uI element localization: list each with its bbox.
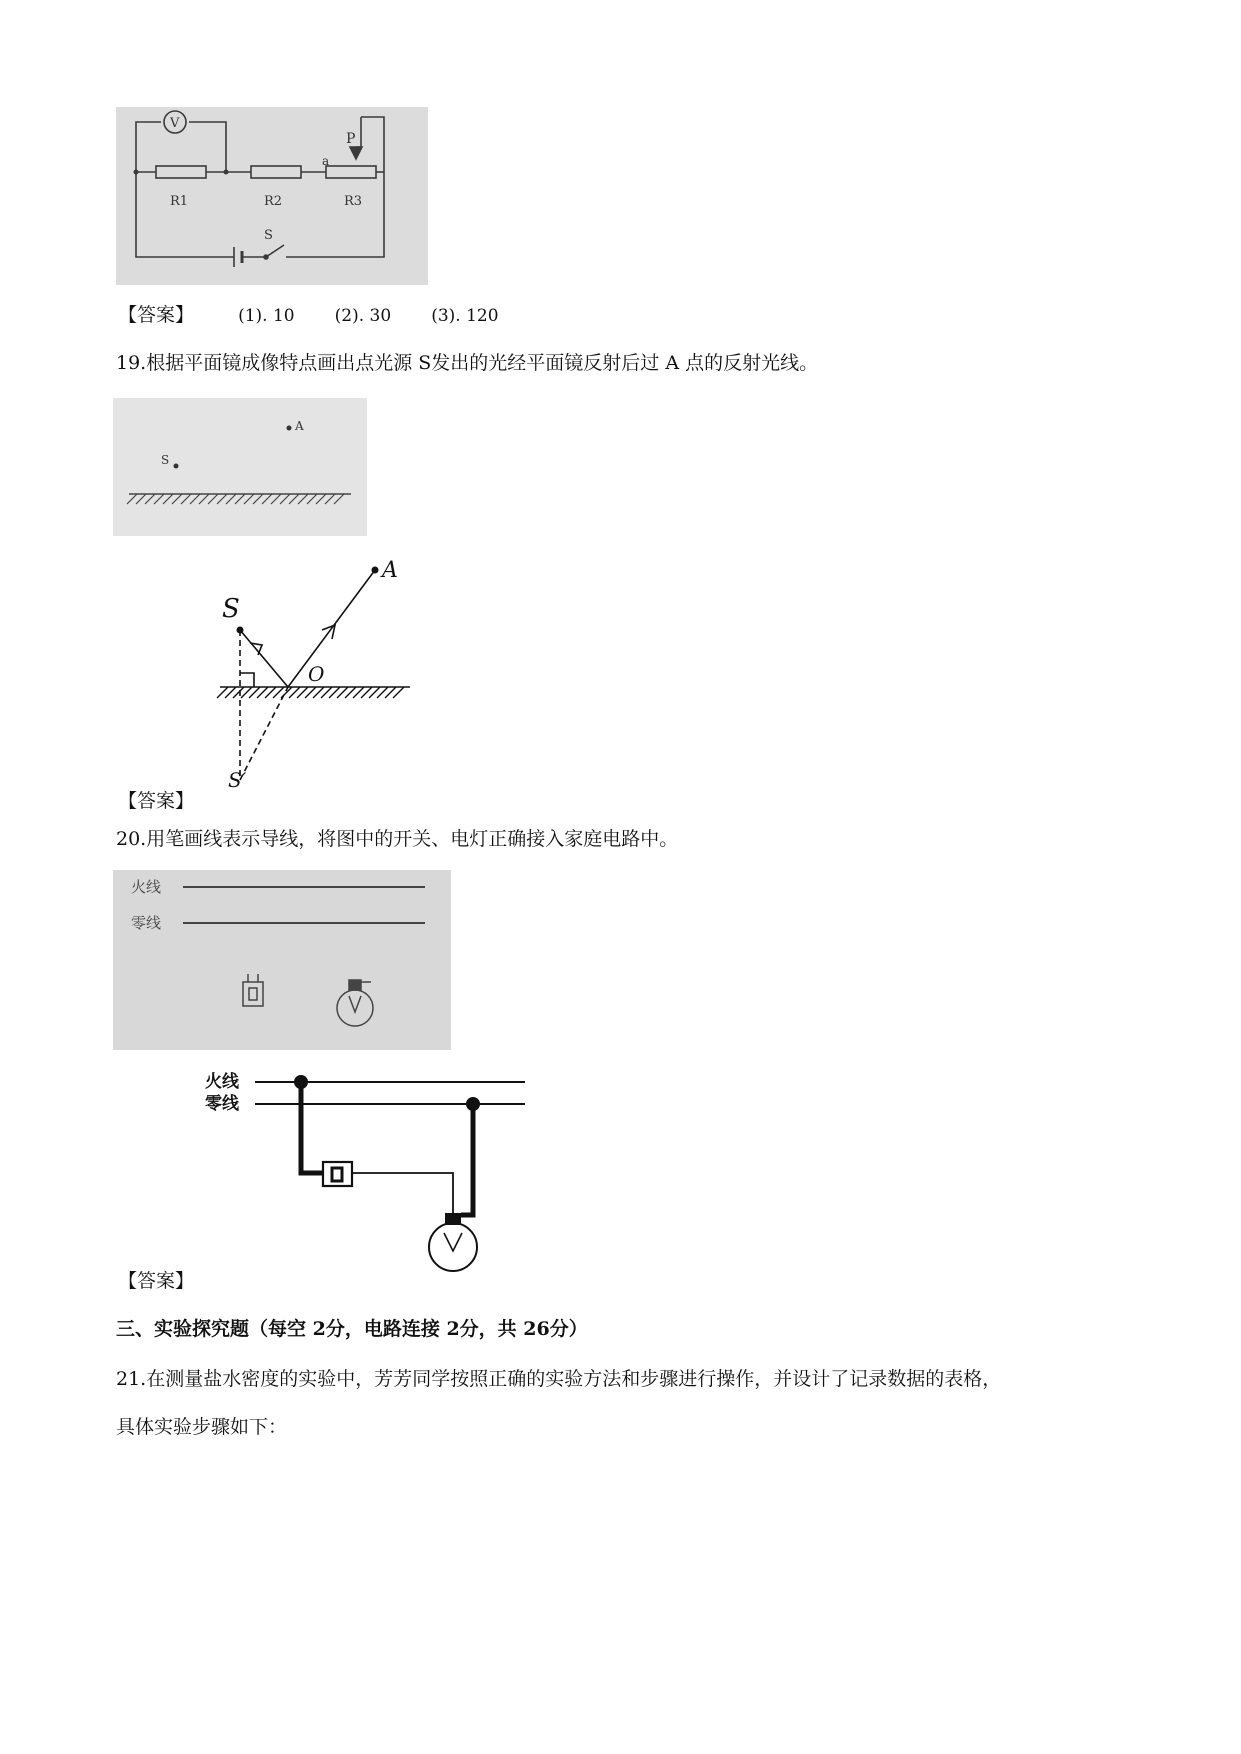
answer-1: (1). 10 [238, 306, 295, 326]
source-s-label: S [222, 594, 240, 624]
circuit-photo [116, 107, 428, 285]
bulb-icon [337, 980, 373, 1026]
r3-label: R3 [344, 194, 363, 209]
resistor-r2 [251, 166, 301, 178]
circuit-diagram [116, 107, 428, 285]
answer-3: (3). 120 [431, 306, 499, 326]
mirror-problem-diagram [113, 398, 367, 536]
switch-icon [243, 974, 263, 1006]
q21-line-2: 具体实验步骤如下： [116, 1416, 288, 1438]
mirror-answer-diagram [210, 555, 420, 795]
household-circuit-answer [195, 1065, 535, 1280]
r1-label: R1 [170, 194, 189, 209]
section-title: 三、实验探究题（每空 2分，电路连接 2分，共 26分） [116, 1318, 588, 1340]
point-a-label: a [322, 154, 330, 168]
q20-answer-label: 【答案】 [118, 1270, 195, 1292]
mirror-problem-photo [113, 398, 367, 536]
r2-label: R2 [264, 194, 283, 209]
bulb-icon [429, 1223, 477, 1271]
q19-answer-label: 【答案】 [118, 790, 195, 812]
slider-label: P [346, 131, 356, 147]
live-wire-label: 火线 [205, 1072, 239, 1092]
point-a-label: A [382, 558, 398, 583]
answer-2: (2). 30 [334, 306, 392, 326]
neutral-wire-label: 零线 [205, 1094, 239, 1114]
household-circuit-problem [113, 870, 451, 1050]
q18-answer-line [118, 302, 499, 329]
switch-label: S [264, 228, 273, 243]
voltmeter-label: V [170, 116, 180, 131]
neutral-wire-label: 零线 [131, 914, 162, 932]
point-a-label: A [295, 419, 304, 433]
q21-line-1: 21.在测量盐水密度的实验中，芳芳同学按照正确的实验方法和步骤进行操作，并设计了记录数据的表格， [116, 1368, 1002, 1390]
answer-label: 【答案】 [118, 304, 195, 326]
point-o-label: O [308, 662, 325, 686]
q19-question: 19.根据平面镜成像特点画出点光源 S发出的光经平面镜反射后过 A 点的反射光线。 [116, 352, 819, 374]
live-wire-label: 火线 [131, 878, 162, 896]
household-circuit-photo [113, 870, 451, 1050]
q20-question: 20.用笔画线表示导线，将图中的开关、电灯正确接入家庭电路中。 [116, 828, 679, 850]
source-s-label: S [161, 453, 170, 467]
resistor-r3 [326, 166, 376, 178]
resistor-r1 [156, 166, 206, 178]
image-s-label: S′ [228, 768, 247, 792]
